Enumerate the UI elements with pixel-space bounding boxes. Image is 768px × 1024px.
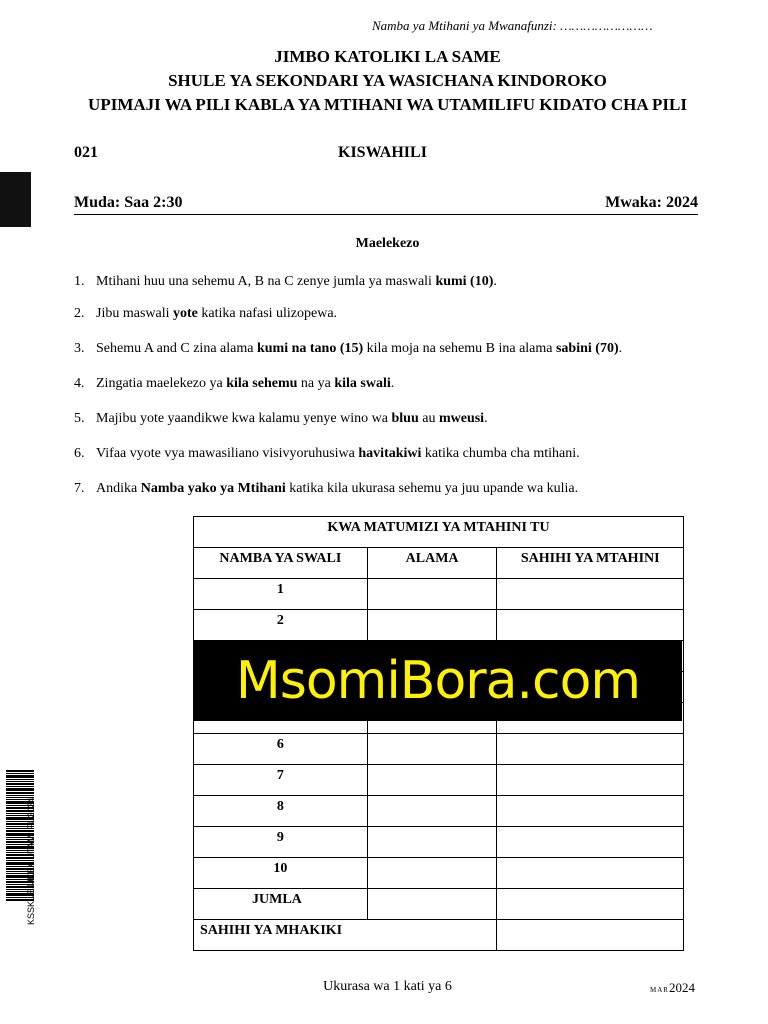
subject-name: KISWAHILI: [338, 144, 427, 161]
instruction-text: Mtihani huu una sehemu A, B na C zenye jumla ya maswali: [96, 274, 436, 289]
watermark-banner: [194, 641, 682, 721]
signature-cell: [497, 765, 684, 796]
table-row: [194, 610, 684, 641]
instruction-text: Zingatia maelekezo ya: [96, 376, 227, 391]
exam-title: UPIMAJI WA PILI KABLA YA MTIHANI WA UTAMILIFU KIDATO CHA PILI: [88, 95, 687, 114]
instruction-item: [74, 411, 488, 427]
question-number-cell: [194, 734, 368, 765]
examiner-marks-table: [193, 516, 684, 951]
signature-cell: [497, 734, 684, 765]
instruction-item: [74, 306, 337, 322]
instruction-number: 7.: [74, 481, 85, 496]
exam-duration: Muda: Saa 2:30: [74, 194, 183, 211]
instruction-text: katika kila ukurasa sehemu ya juu upande wa kulia.: [285, 481, 579, 496]
instruction-emphasis: kumi (10): [435, 274, 494, 289]
instruction-text: katika chumba cha mtihani.: [421, 446, 580, 461]
instruction-number: 1.: [74, 274, 85, 289]
question-number: 9: [276, 830, 284, 845]
signature-cell: [497, 579, 684, 610]
question-number-cell: [194, 579, 368, 610]
table-row: [194, 579, 684, 610]
instruction-item: [74, 481, 578, 497]
instruction-emphasis: yote: [173, 306, 198, 321]
instruction-text: Vifaa vyote vya mawasiliano visivyoruhusiwa: [96, 446, 359, 461]
question-number: 1: [276, 582, 284, 597]
instruction-emphasis: Namba yako ya Mtihani: [140, 481, 286, 496]
registration-mark: [0, 172, 31, 227]
question-number: 7: [276, 768, 284, 783]
signature-cell: [497, 827, 684, 858]
table-row: [194, 858, 684, 889]
candidate-number-label: Namba ya Mtihani ya Mwanafunzi: ……………………: [372, 18, 653, 33]
marks-cell: [367, 579, 497, 610]
instruction-number: 6.: [74, 446, 85, 461]
marks-cell: [367, 827, 497, 858]
marks-cell: [367, 858, 497, 889]
question-number: 10: [273, 861, 288, 876]
footer-year: 2024: [668, 980, 695, 995]
instruction-text: .: [493, 274, 497, 289]
subject-code: 021: [74, 144, 98, 161]
signature-cell: [497, 610, 684, 641]
instruction-emphasis: kumi na tano (15): [256, 341, 364, 356]
time-year-line: [74, 194, 698, 215]
instruction-emphasis: havitakiwi: [358, 446, 422, 461]
signature-cell: [497, 858, 684, 889]
header-question-number: NAMBA YA SWALI: [194, 548, 368, 579]
footer-date: [650, 980, 695, 996]
instruction-item: [74, 274, 497, 290]
instruction-emphasis: kila sehemu: [226, 376, 298, 391]
school-title: SHULE YA SEKONDARI YA WASICHANA KINDOROKO: [168, 71, 607, 90]
table-row: [194, 734, 684, 765]
instruction-number: 2.: [74, 306, 85, 321]
diocese-title: JIMBO KATOLIKI LA SAME: [274, 47, 501, 66]
instruction-text: na ya: [297, 376, 335, 391]
header-marks: ALAMA: [367, 548, 497, 579]
instruction-item: [74, 341, 622, 357]
instruction-emphasis: kila swali: [334, 376, 391, 391]
instruction-text: Sehemu A and C zina alama: [96, 341, 257, 356]
instruction-text: Andika: [96, 481, 141, 496]
instructions-heading: Maelekezo: [355, 236, 420, 251]
instruction-text: kila moja na sehemu B ina alama: [363, 341, 556, 356]
question-number: 2: [276, 613, 284, 628]
question-number-cell: [194, 827, 368, 858]
watermark-text: MsomiBora.com: [235, 651, 641, 711]
table-row: [194, 827, 684, 858]
instruction-item: [74, 446, 580, 462]
header-examiner-signature: SAHIHI YA MTAHINI: [497, 548, 684, 579]
instruction-item: [74, 376, 394, 392]
checker-signature-cell: [497, 920, 684, 951]
instruction-text: Majibu yote yaandikwe kwa kalamu yenye wino wa: [96, 411, 392, 426]
instruction-text: katika nafasi ulizopewa.: [197, 306, 338, 321]
table-row: [194, 765, 684, 796]
total-marks-cell: [367, 889, 497, 920]
question-number-cell: [194, 796, 368, 827]
instruction-emphasis: sabini (70): [555, 341, 619, 356]
question-number-cell: [194, 765, 368, 796]
question-number-cell: [194, 858, 368, 889]
instruction-number: 4.: [74, 376, 85, 391]
instruction-number: 3.: [74, 341, 85, 356]
question-number: 8: [276, 799, 284, 814]
instruction-text: .: [618, 341, 623, 356]
instruction-text: au: [418, 411, 439, 426]
barcode-text: KSSKUEJJKEA UTAMIIFU2024: [26, 797, 36, 925]
instruction-number: 5.: [74, 411, 85, 426]
instruction-emphasis: bluu: [391, 411, 419, 426]
instruction-text: .: [390, 376, 395, 391]
total-signature-cell: [497, 889, 684, 920]
checker-signature-label: SAHIHI YA MHAKIKI: [194, 920, 497, 951]
table-title: KWA MATUMIZI YA MTAHINI TU: [194, 517, 684, 548]
question-number-cell: [194, 610, 368, 641]
footer-month: MAR: [650, 986, 669, 994]
question-number: 6: [276, 737, 284, 752]
signature-cell: [497, 796, 684, 827]
marks-cell: [367, 734, 497, 765]
exam-year: Mwaka: 2024: [605, 194, 698, 211]
page-number: Ukurasa wa 1 kati ya 6: [323, 979, 452, 994]
marks-cell: [367, 765, 497, 796]
instruction-text: .: [484, 411, 488, 426]
marks-cell: [367, 610, 497, 641]
marks-cell: [367, 796, 497, 827]
instruction-text: Jibu maswali: [96, 306, 173, 321]
instruction-emphasis: mweusi: [438, 411, 485, 426]
table-row: [194, 796, 684, 827]
total-label-cell: JUMLA: [194, 889, 368, 920]
